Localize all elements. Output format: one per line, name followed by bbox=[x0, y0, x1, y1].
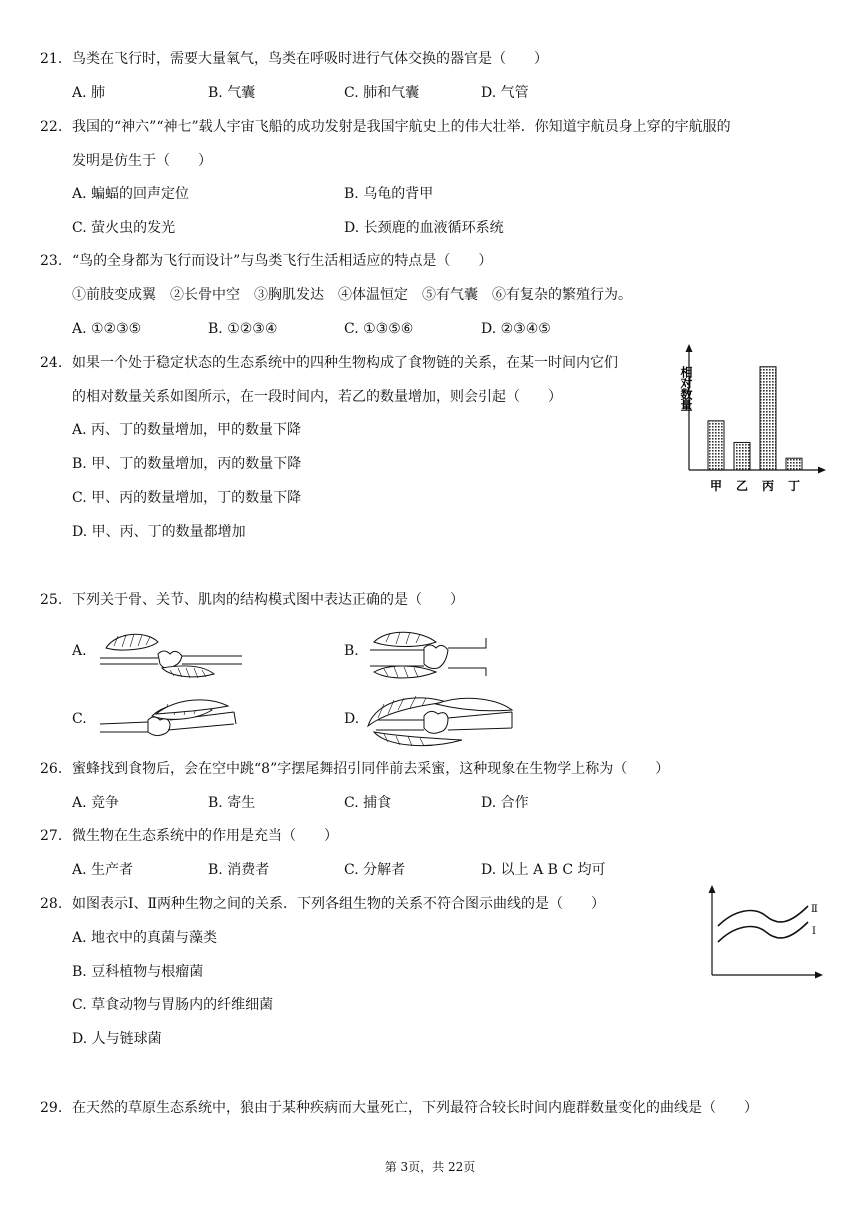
q24-option-c: C. 甲、丙的数量增加，丁的数量下降 bbox=[72, 490, 302, 506]
q22-stem-line2: 发明是仿生于（ ） bbox=[72, 153, 212, 169]
q27-option-a: A. 生产者 bbox=[72, 862, 134, 878]
curve-i bbox=[718, 922, 808, 942]
curve-y-axis-arrow bbox=[709, 885, 716, 893]
q24-option-a: A. 丙、丁的数量增加，甲的数量下降 bbox=[72, 422, 302, 438]
q21-option-c: C. 肺和气囊 bbox=[344, 85, 420, 101]
curve-ii bbox=[718, 906, 808, 926]
q23-stem-line2: ①前肢变成翼 ②长骨中空 ③胸肌发达 ④体温恒定 ⑤有气囊 ⑥有复杂的繁殖行为。 bbox=[72, 287, 632, 303]
q24-number: 24. bbox=[40, 355, 63, 371]
q24-option-b: B. 甲、丁的数量增加，丙的数量下降 bbox=[72, 456, 302, 472]
q26-option-d: D. 合作 bbox=[481, 795, 529, 811]
q21-option-d: D. 气管 bbox=[481, 85, 529, 101]
bar-4 bbox=[786, 458, 802, 470]
q27-option-b: B. 消费者 bbox=[208, 862, 270, 878]
q23-option-d: D. ②③④⑤ bbox=[481, 321, 551, 337]
q22-number: 22. bbox=[40, 119, 63, 135]
q26-option-a: A. 竞争 bbox=[72, 795, 120, 811]
q22-option-b: B. 乌龟的背甲 bbox=[344, 186, 434, 202]
curve-x-axis-arrow bbox=[815, 972, 823, 979]
q26-number: 26. bbox=[40, 761, 63, 777]
q23-option-b: B. ①②③④ bbox=[208, 321, 278, 337]
q21-option-a: A. 肺 bbox=[72, 85, 106, 101]
q24-stem-line2: 的相对数量关系如图所示，在一段时间内，若乙的数量增加，则会引起（ ） bbox=[72, 389, 562, 405]
q24-option-d: D. 甲、丙、丁的数量都增加 bbox=[72, 524, 246, 540]
joint-diagram-d bbox=[366, 690, 516, 750]
bar-label-3: 丙 bbox=[761, 479, 775, 493]
curve-label-ii: Ⅱ bbox=[811, 904, 818, 915]
q25-stem: 下列关于骨、关节、肌肉的结构模式图中表达正确的是（ ） bbox=[72, 592, 464, 608]
q23-number: 23. bbox=[40, 253, 63, 269]
q24-stem-line1: 如果一个处于稳定状态的生态系统中的四种生物构成了食物链的关系，在某一时间内它们 bbox=[72, 355, 618, 371]
q27-option-d: D. 以上 A B C 均可 bbox=[481, 862, 606, 878]
q21-stem: 鸟类在飞行时，需要大量氧气，鸟类在呼吸时进行气体交换的器官是（ ） bbox=[72, 51, 548, 67]
q26-option-c: C. 捕食 bbox=[344, 795, 392, 811]
q22-option-c: C. 萤火虫的发光 bbox=[72, 220, 176, 236]
chart-x-axis-arrow bbox=[818, 467, 826, 474]
q28-number: 28. bbox=[40, 896, 63, 912]
q27-stem: 微生物在生态系统中的作用是充当（ ） bbox=[72, 828, 338, 844]
q25-number: 25. bbox=[40, 592, 63, 608]
q28-option-c: C. 草食动物与胃肠内的纤维细菌 bbox=[72, 997, 274, 1013]
q22-stem-line1: 我国的“神六”“神七”载人宇宙飞船的成功发射是我国宇航史上的伟大壮举．你知道宇航员身上穿的宇航服的 bbox=[72, 119, 731, 135]
q26-option-b: B. 寄生 bbox=[208, 795, 256, 811]
page-footer: 第 3页，共 22页 bbox=[384, 1160, 476, 1174]
chart-y-axis-arrow bbox=[686, 344, 693, 352]
bar-label-4: 丁 bbox=[787, 479, 801, 493]
q28-option-a: A. 地衣中的真菌与藻类 bbox=[72, 930, 218, 946]
q22-option-d: D. 长颈鹿的血液循环系统 bbox=[344, 220, 504, 236]
bar-3 bbox=[760, 367, 776, 470]
q23-option-c: C. ①③⑤⑥ bbox=[344, 321, 414, 337]
joint-diagram-b bbox=[366, 628, 516, 678]
bar-label-2: 乙 bbox=[735, 479, 749, 493]
q27-number: 27. bbox=[40, 828, 63, 844]
q22-option-a: A. 蝙蝠的回声定位 bbox=[72, 186, 190, 202]
joint-diagram-c bbox=[96, 694, 246, 744]
bar-label-1: 甲 bbox=[709, 479, 723, 493]
bar-1 bbox=[708, 421, 724, 470]
bar-2 bbox=[734, 442, 750, 470]
q29-stem: 在天然的草原生态系统中，狼由于某种疾病而大量死亡，下列最符合较长时间内鹿群数量变化的曲线是（ ） bbox=[72, 1100, 758, 1116]
q25-option-c: C. bbox=[72, 711, 87, 727]
q26-stem: 蜜蜂找到食物后，会在空中跳“8”字摆尾舞招引同伴前去采蜜，这种现象在生物学上称为（ ） bbox=[72, 761, 670, 777]
q28-stem: 如图表示Ⅰ、Ⅱ两种生物之间的关系．下列各组生物的关系不符合图示曲线的是（ ） bbox=[72, 896, 606, 912]
curve-label-i: Ⅰ bbox=[812, 926, 816, 937]
q21-number: 21. bbox=[40, 51, 63, 67]
q25-option-a: A. bbox=[72, 643, 87, 659]
q27-option-c: C. 分解者 bbox=[344, 862, 406, 878]
q28-option-b: B. 豆科植物与根瘤菌 bbox=[72, 964, 204, 980]
relative-quantity-bar-chart bbox=[676, 342, 826, 502]
q28-option-d: D. 人与链球菌 bbox=[72, 1031, 162, 1047]
q29-number: 29. bbox=[40, 1100, 63, 1116]
q23-stem-line1: “鸟的全身都为飞行而设计”与鸟类飞行生活相适应的特点是（ ） bbox=[72, 253, 493, 269]
chart-y-label: 相对数量 bbox=[679, 366, 693, 410]
q23-option-a: A. ①②③⑤ bbox=[72, 321, 142, 337]
q25-option-b: B. bbox=[344, 643, 359, 659]
q21-option-b: B. 气囊 bbox=[208, 85, 256, 101]
q25-option-d: D. bbox=[344, 711, 360, 727]
joint-diagram-a bbox=[96, 628, 246, 678]
population-curve-figure bbox=[704, 884, 824, 976]
